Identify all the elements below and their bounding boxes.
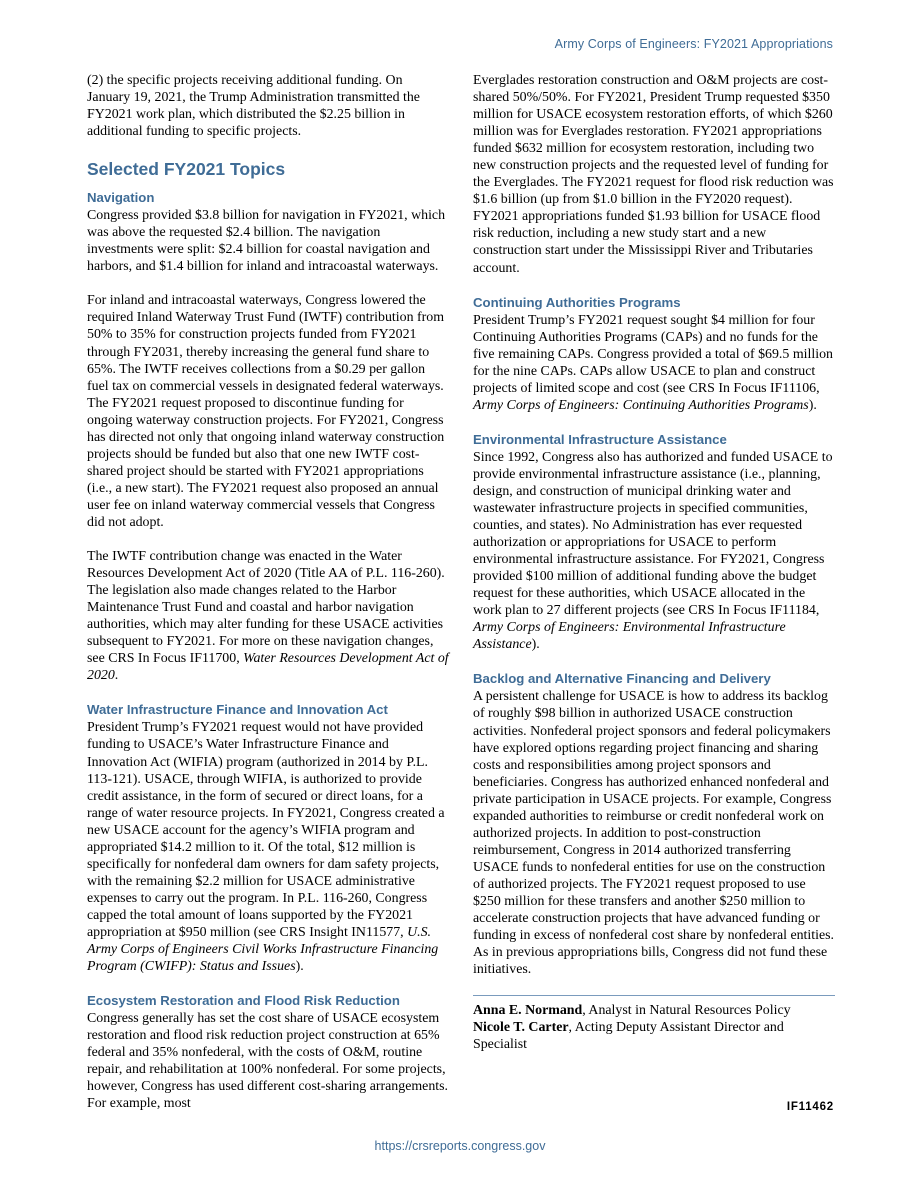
- cap-paragraph-text: President Trump’s FY2021 request sought $4 million for four Continuing Authorities Programs (CAPs) and no funds for the five remaining CAPs. Congress provided a total of $69.5 million for the nine CAPs. CAPs allow USACE to plan and construct projects of limited scope and cost (see CRS In Focus IF11106,: [473, 312, 833, 396]
- intro-paragraph: (2) the specific projects receiving additional funding. On January 19, 2021, the Trump Administration transmitted the FY2021 work plan, which distributed the $2.25 billion in additional funding to specific projects.: [87, 73, 420, 140]
- product-id: IF11462: [786, 1101, 834, 1113]
- ecosystem-paragraph: Congress generally has set the cost share of USACE ecosystem restoration and flood risk reduction project construction at 65% federal and 35% nonfederal, with the costs of O&M, routine repair, and rehabilitation at 100% nonfederal. For some projects, however, Congress has used different cost-sharing arrangements. For example, most: [87, 1011, 449, 1112]
- section-title: Selected FY2021 Topics: [87, 159, 286, 180]
- cap-report-title: Army Corps of Engineers: Continuing Authorities Programs: [473, 397, 809, 413]
- cap-heading: Continuing Authorities Programs: [473, 294, 681, 310]
- navigation-paragraph-3: The IWTF contribution change was enacted in the Water Resources Development Act of 2020 (Title AA of P.L. 116-260). The legislation also made changes related to the Harbor Maintenance Trust Fund and coastal and harbor navigation authorities, which may alter funding for these USACE activities subsequent to FY2021. For more on these navigation changes, see CRS In Focus IF11700, Water Resources Development Act of 2020.: [87, 549, 449, 684]
- environmental-paragraph: Since 1992, Congress also has authorized and funded USACE to provide environmental infrastructure assistance (i.e., planning, design, and construction of municipal drinking water and wastewater infrastructure projects in specified communities, counties, and states). No Administration has ever requested authorization or appropriations for USACE to perform environmental infrastructure assistance. For FY2021, Congress provided $100 million of additional funding above the budget request for these authorities, which USACE allocated in the work plan to 27 different projects (see CRS In Focus IF11184, Army Corps of Engineers: Environmental Infrastructure Assistance).: [473, 449, 833, 653]
- author-block: [473, 995, 835, 1053]
- navigation-paragraph-2: For inland and intracoastal waterways, Congress lowered the required Inland Waterway Trust Fund (IWTF) contribution from 50% to 35% for construction projects funded from FY2021 through FY2031, thereby increasing the general fund share to 65%. The IWTF receives collections from a $0.29 per gallon fuel tax on commercial vessels in designated federal waterways. The FY2021 request proposed to discontinue funding for ongoing waterway construction projects. For FY2021, Congress has directed not only that ongoing inland waterway construction projects should be funded but also that one new IWTF cost-shared project should be started with FY2021 appropriations (i.e., a new start). The FY2021 request also proposed an annual user fee on inland waterway commercial vessels that Congress did not adopt.: [87, 293, 445, 530]
- environmental-heading: Environmental Infrastructure Assistance: [473, 431, 727, 447]
- running-header: Army Corps of Engineers: FY2021 Appropriations: [554, 37, 833, 51]
- wifia-report-title: U.S. Army Corps of Engineers Civil Works Infrastructure Financing Program (CWIFP): Status and Issues: [87, 924, 439, 975]
- cap-paragraph: President Trump’s FY2021 request sought $4 million for four Continuing Authorities Programs (CAPs) and no funds for the five remaining CAPs. Congress provided a total of $69.5 million for the nine CAPs. CAPs allow USACE to plan and construct projects of limited scope and cost (see CRS In Focus IF11106, Army Corps of Engineers: Continuing Authorities Programs).: [473, 312, 833, 413]
- author-1: [473, 1002, 835, 1019]
- navigation-paragraph-1: Congress provided $3.8 billion for navigation in FY2021, which was above the requested $2.4 billion. The navigation investments were split: $2.4 billion for coastal navigation and harbors, and $1.4 billion for inland and intracoastal waterways.: [87, 208, 446, 275]
- author-2-role: , Acting Deputy Assistant Director and Specialist: [473, 1020, 784, 1053]
- right-column: [473, 72, 835, 1053]
- navigation-heading: Navigation: [87, 190, 155, 206]
- left-column: [87, 72, 449, 1129]
- author-1-role: , Analyst in Natural Resources Policy: [582, 1003, 791, 1019]
- author-2-name: Nicole T. Carter: [473, 1020, 569, 1036]
- wifia-heading: Water Infrastructure Finance and Innovation Act: [87, 702, 388, 718]
- footer-url-link[interactable]: https://crsreports.congress.gov: [374, 1139, 546, 1153]
- backlog-paragraph: A persistent challenge for USACE is how to address its backlog of roughly $98 billion in authorized USACE construction activities. Nonfederal project sponsors and federal policymakers have explored options regarding project financing and sharing costs and responsibilities among project sponsors and beneficiaries. Congress has authorized enhanced nonfederal and private participation in USACE projects. For example, Congress expanded authorities to reimburse or credit nonfederal work on authorized projects. In addition to post-construction reimbursement, Congress in 2014 authorized transferring USACE funds to nonfederal entities for use on the construction of authorized projects. The FY2021 request proposed to use $250 million for these transfers and another $250 million to accelerate construction projects that have advanced funding or funding in excess of nonfederal cost share by nonfederal entities. As in previous appropriations bills, Congress did not fund these initiatives.: [473, 689, 835, 978]
- wifia-paragraph-text: President Trump’s FY2021 request would not have provided funding to USACE’s Water Infrastructure Finance and Innovation Act (WIFIA) program (authorized in 2014 by P.L. 113-121). USACE, through WIFIA, is authorized to provide credit assistance, in the form of secured or direct loans, for a range of water resource projects. In FY2021, Congress created a new USACE account for the agency’s WIFIA program and appropriated $14.2 million to it. Of the total, $12 million is specifically for nonfederal dam owners for dam safety projects, with the remaining $2.2 million for USACE administrative expenses to carry out the program. In P.L. 116-260, Congress capped the total amount of loans supported by the FY2021 appropriation at $950 million (see CRS Insight IN11577,: [87, 720, 445, 940]
- ecosystem-heading: Ecosystem Restoration and Flood Risk Reduction: [87, 993, 400, 1009]
- navigation-report-title: Water Resources Development Act of 2020: [87, 651, 449, 684]
- navigation-paragraph-3-text: The IWTF contribution change was enacted in the Water Resources Development Act of 2020 (Title AA of P.L. 116-260). The legislation also made changes related to the Harbor Maintenance Trust Fund and coastal and harbor navigation authorities, which may alter funding for these USACE activities subsequent to FY2021. For more on these navigation changes, see CRS In Focus IF11700,: [87, 549, 445, 667]
- wifia-paragraph: President Trump’s FY2021 request would not have provided funding to USACE’s Water Infrastructure Finance and Innovation Act (WIFIA) program (authorized in 2014 by P.L. 113-121). USACE, through WIFIA, is authorized to provide credit assistance, in the form of secured or direct loans, for a range of water resource projects. In FY2021, Congress created a new USACE account for the agency’s WIFIA program and appropriated $14.2 million to it. Of the total, $12 million is specifically for nonfederal dam owners for dam safety projects, with the remaining $2.2 million for USACE administrative expenses to carry out the program. In P.L. 116-260, Congress capped the total amount of loans supported by the FY2021 appropriation at $950 million (see CRS Insight IN11577, U.S. Army Corps of Engineers Civil Works Infrastructure Financing Program (CWIFP): Status and Issues).: [87, 720, 445, 975]
- environmental-paragraph-text: Since 1992, Congress also has authorized and funded USACE to provide environmental infrastructure assistance (i.e., planning, design, and construction of municipal drinking water and wastewater infrastructure projects in specified communities, counties, and states). No Administration has ever requested authorization or appropriations for USACE to perform environmental infrastructure assistance. For FY2021, Congress provided $100 million of additional funding above the budget request for these authorities, which USACE allocated in the work plan to 27 different projects (see CRS In Focus IF11184,: [473, 449, 833, 619]
- environmental-report-title: Army Corps of Engineers: Environmental Infrastructure Assistance: [473, 620, 786, 653]
- backlog-heading: Backlog and Alternative Financing and Delivery: [473, 671, 771, 687]
- ecosystem-paragraph-continued: Everglades restoration construction and O&M projects are cost-shared 50%/50%. For FY2021, President Trump requested $350 million for USACE ecosystem restoration efforts, of which $260 million was for Everglades restoration. FY2021 appropriations funded $632 million for ecosystem restoration, including two new construction projects and the requested level of funding for the Everglades. The FY2021 request for flood risk reduction was $1.6 billion (up from $1.0 billion in the FY2020 request). FY2021 appropriations funded $1.93 billion for USACE flood risk reduction, including a new study start and a new construction start under the Mississippi River and Tributaries account.: [473, 73, 834, 276]
- author-2: [473, 1019, 835, 1053]
- author-1-name: Anna E. Normand: [473, 1003, 583, 1019]
